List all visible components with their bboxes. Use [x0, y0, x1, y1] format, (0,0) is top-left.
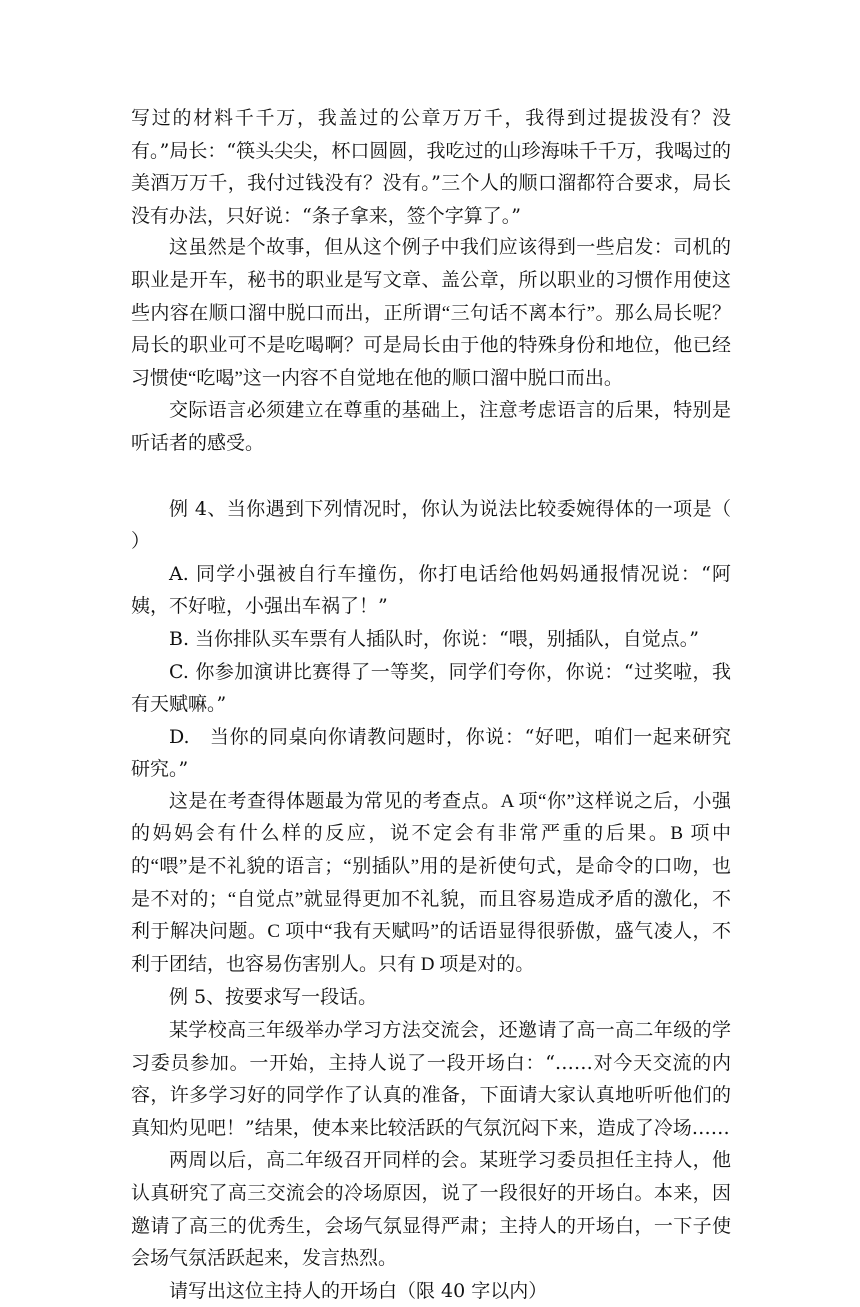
story-ending-paragraph: 写过的材料千千万，我盖过的公章万万千，我得到过提拔没有？没有。”局长：“筷头尖尖，杯口圆圆，我吃过的山珍海味千千万，我喝过的美酒万万千，我付过钱没有？没有。”三个人的顺口溜都符合要求，局长没有办法，只好说：“条子拿来，签个字算了。”: [131, 107, 731, 227]
example-5-background: 某学校高三年级举办学习方法交流会，还邀请了高一高二年级的学习委员参加。一开始，主持人说了一段开场白：“……对今天交流的内容，许多学习好的同学作了认真的准备，下面请大家认真地听听他们的真知灼见吧！”结果，使本来比较活跃的气氛沉闷下来，造成了冷场……: [131, 1019, 731, 1139]
example-4-option-b: B. 当你排队买车票有人插队时，你说：“喂，别插队，自觉点。”: [169, 627, 699, 650]
example-5-situation: 两周以后，高二年级召开同样的会。某班学习委员担任主持人，他认真研究了高三交流会的冷场原因，说了一段很好的开场白。本来，因邀请了高三的优秀生，会场气氛显得严肃；主持人的开场白，一下子使会场气氛活跃起来，发言热烈。: [131, 1149, 731, 1270]
example-5-title: 例 5、按要求写一段话。: [169, 986, 378, 1009]
example-4-option-a: A. 同学小强被自行车撞伤，你打电话给他妈妈通报情况说：“阿姨，不好啦，小强出车祸了！”: [131, 562, 731, 618]
example-5-task: 请写出这位主持人的开场白（限 40 字以内）: [169, 1279, 548, 1302]
example-4-option-d: D. 当你的同桌向你请教问题时，你说：“好吧，咱们一起来研究研究。”: [131, 725, 731, 781]
conclusion-paragraph: 交际语言必须建立在尊重的基础上，注意考虑语言的后果，特别是听话者的感受。: [131, 400, 731, 454]
example-4-question: 例 4、当你遇到下列情况时，你认为说法比较委婉得体的一项是（ ）: [131, 497, 770, 553]
paragraph-gap: [131, 461, 731, 493]
example-4-option-c: C. 你参加演讲比赛得了一等奖，同学们夸你，你说：“过奖啦，我有天赋嘛。”: [131, 660, 731, 716]
story-analysis-paragraph: 这虽然是个故事，但从这个例子中我们应该得到一些启发：司机的职业是开车，秘书的职业是写文章、盖公章，所以职业的习惯作用使这些内容在顺口溜中脱口而出，正所谓“三句话不离本行”。那么局长呢？局长的职业可不是吃喝啊？可是局长由于他的特殊身份和地位，他已经习惯使“吃喝”这一内容不自觉地在他的顺口溜中脱口而出。: [131, 237, 731, 389]
document-body: [131, 102, 770, 1307]
example-4-analysis: 这是在考查得体题最为常见的考查点。A 项“你”这样说之后，小强的妈妈会有什么样的反应，说不定会有非常严重的后果。B 项中的“喂”是不礼貌的语言；“别插队”用的是祈使句式，是命令的口吻，也是不对的；“自觉点”就显得更加不礼貌，而且容易造成矛盾的激化，不利于解决问题。C 项中“我有天赋吗”的话语显得很骄傲，盛气凌人，不利于团结，也容易伤害别人。只有 D 项是对的。: [131, 790, 731, 975]
